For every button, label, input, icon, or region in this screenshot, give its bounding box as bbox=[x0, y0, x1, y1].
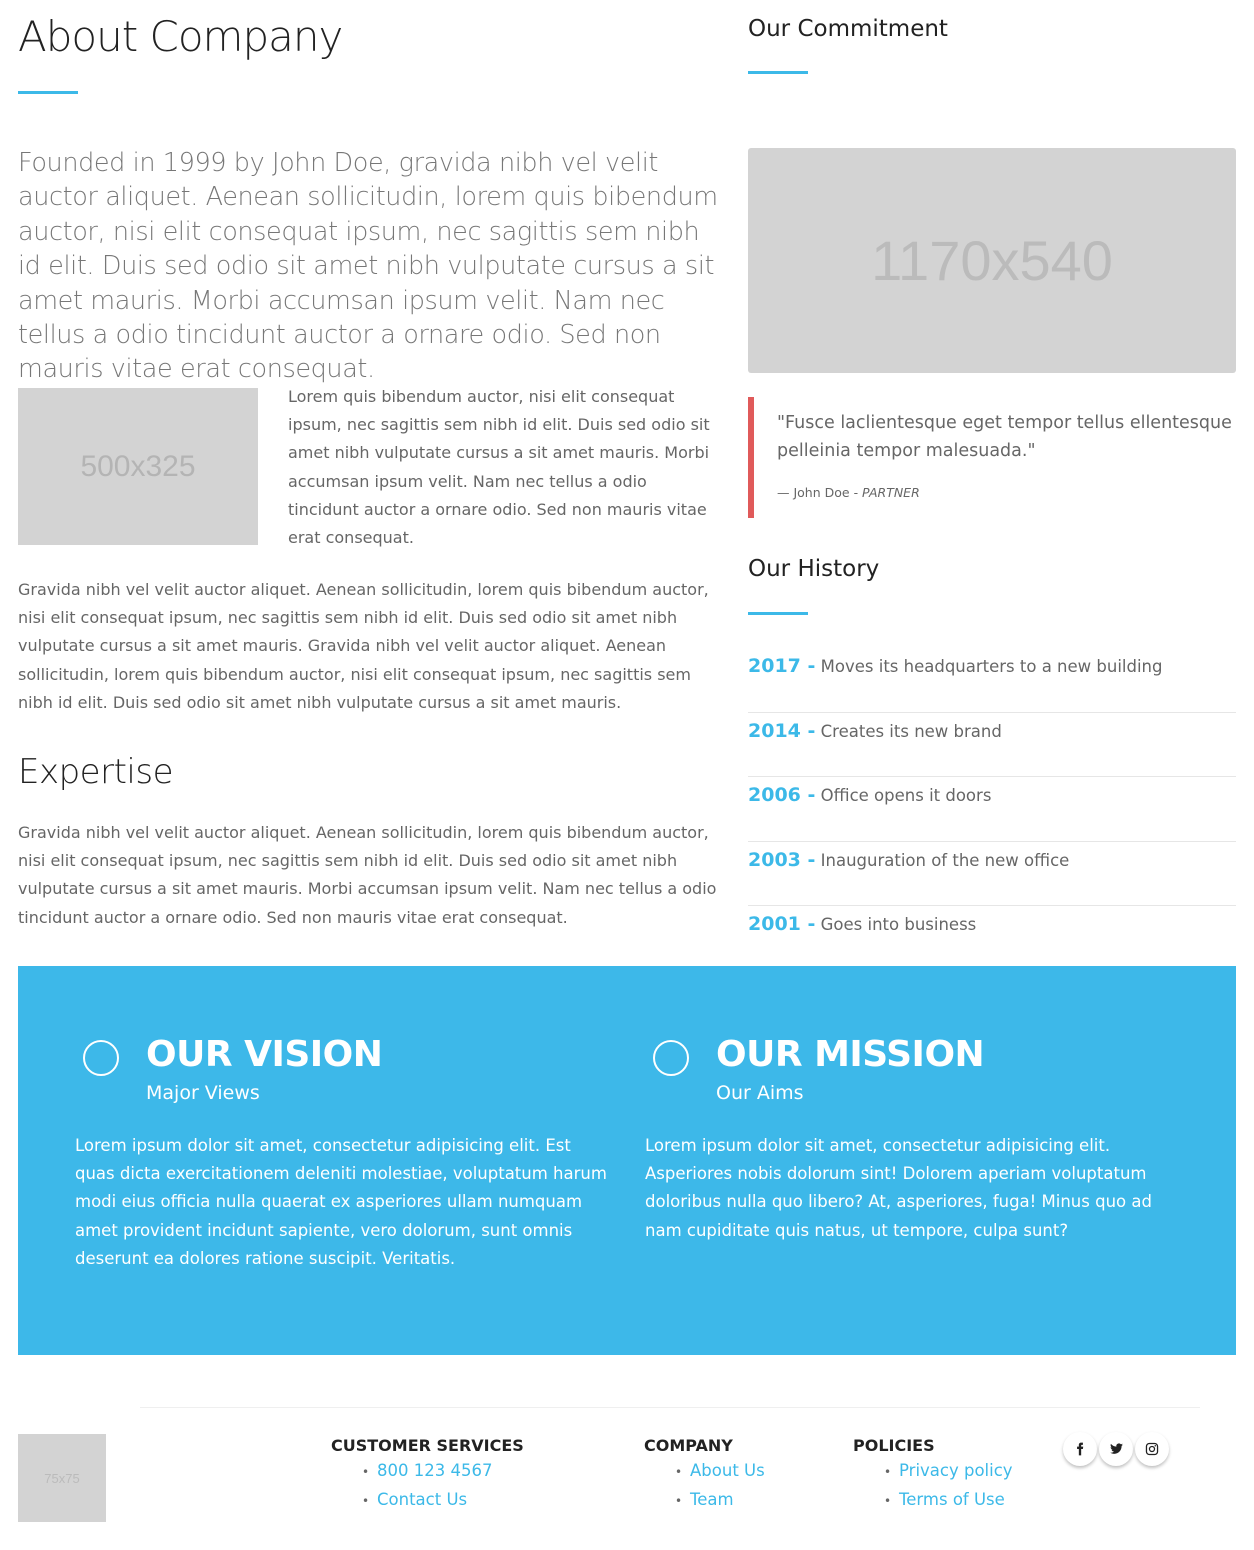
terms-of-use-link[interactable]: Terms of Use bbox=[899, 1489, 1005, 1509]
about-us-link[interactable]: About Us bbox=[690, 1461, 765, 1480]
history-year: 2003 - bbox=[748, 848, 816, 871]
bullet-icon: • bbox=[884, 1493, 892, 1508]
history-item bbox=[748, 777, 1236, 842]
footer-list-item bbox=[362, 1461, 492, 1490]
lead-paragraph: Founded in 1999 by John Doe, gravida nibh vel velit auctor aliquet. Aenean sollicitudin, lorem quis bibendum auctor, nisi elit consequat ipsum, nec sagittis sem nibh id elit. Duis sed odio sit amet nibh vulputate cursus a sit amet mauris. Morbi accumsan ipsum velit. Nam nec tellus a odio tincidunt auctor a ornare odio. Sed non mauris vitae erat consequat. bbox=[18, 148, 718, 385]
vision-text: Lorem ipsum dolor sit amet, consectetur adipisicing elit. Est quas dicta exercitationem deleniti molestiae, voluptatum harum modi eius officia nulla quaerat ex asperiores ullam numquam amet provident incidunt sapiente, vero dolorum, sunt omnis deserunt ea dolores ratione suscipit. Veritatis. bbox=[75, 1136, 607, 1268]
mission-circle-icon bbox=[653, 1040, 689, 1076]
footer-divider bbox=[140, 1407, 1200, 1408]
history-item bbox=[748, 842, 1236, 907]
footer-heading-policies: POLICIES bbox=[853, 1436, 935, 1455]
vision-title: OUR VISION bbox=[146, 1034, 383, 1075]
footer-list-item bbox=[675, 1490, 765, 1519]
image-size-label: 500x325 bbox=[80, 449, 196, 483]
commitment-underline bbox=[748, 71, 808, 74]
vision-circle-icon bbox=[83, 1040, 119, 1076]
history-underline bbox=[748, 612, 808, 615]
image-side-text: Lorem quis bibendum auctor, nisi elit consequat ipsum, nec sagittis sem nibh id elit. Duis sed odio sit amet nibh vulputate cursus a sit amet mauris. Morbi accumsan ipsum velit. Nam nec tellus a odio tincidunt auctor a ornare odio. Sed non mauris vitae erat consequat. bbox=[288, 387, 710, 548]
mission-title: OUR MISSION bbox=[716, 1034, 985, 1075]
history-text: Moves its headquarters to a new building bbox=[820, 657, 1163, 676]
team-link[interactable]: Team bbox=[690, 1489, 734, 1509]
privacy-policy-link[interactable]: Privacy policy bbox=[899, 1461, 1013, 1480]
history-title: Our History bbox=[748, 556, 880, 582]
expertise-title: Expertise bbox=[18, 752, 173, 792]
commitment-title: Our Commitment bbox=[748, 16, 948, 42]
company-links bbox=[675, 1461, 765, 1518]
history-item bbox=[748, 906, 1236, 971]
footer-list-item bbox=[675, 1461, 765, 1490]
history-text: Inauguration of the new office bbox=[820, 850, 1070, 870]
history-item bbox=[748, 648, 1236, 713]
footer-heading-customer-services: CUSTOMER SERVICES bbox=[331, 1436, 524, 1455]
history-year: 2006 - bbox=[748, 784, 816, 806]
history-year: 2017 - bbox=[748, 655, 816, 677]
title-underline bbox=[18, 91, 78, 94]
mission-subtitle: Our Aims bbox=[716, 1082, 804, 1104]
bullet-icon: • bbox=[675, 1493, 683, 1508]
history-year: 2014 - bbox=[748, 719, 816, 742]
facebook-icon[interactable] bbox=[1063, 1432, 1097, 1466]
customer-services-links bbox=[362, 1461, 492, 1518]
quote-text: "Fusce laclientesque eget tempor tellus ellentesque pelleinia tempor malesuada." bbox=[777, 413, 1232, 461]
quote-role: PARTNER bbox=[862, 485, 920, 500]
logo-size-label: 75x75 bbox=[44, 1470, 80, 1486]
footer-list-item bbox=[884, 1490, 1013, 1519]
bullet-icon: • bbox=[675, 1465, 683, 1479]
vision-subtitle: Major Views bbox=[146, 1082, 260, 1104]
vision-mission-band bbox=[18, 966, 1236, 1355]
about-image-placeholder bbox=[18, 388, 258, 545]
mission-text: Lorem ipsum dolor sit amet, consectetur adipisicing elit. Asperiores nobis dolorum sint! Dolorem aperiam voluptatum doloribus nulla quo libero? At, asperiores, fuga! Minus quo ad nam cupiditate quis natus, ut tempore, culpa sunt? bbox=[645, 1136, 1152, 1240]
quote-author: — John Doe - bbox=[777, 485, 863, 500]
image-size-label: 1170x540 bbox=[871, 229, 1113, 292]
quote-citation bbox=[777, 485, 1236, 500]
instagram-icon[interactable] bbox=[1135, 1432, 1169, 1466]
footer-list-item bbox=[884, 1461, 1013, 1490]
commitment-image-placeholder bbox=[748, 148, 1236, 373]
footer-logo[interactable] bbox=[18, 1434, 106, 1522]
phone-link[interactable]: 800 123 4567 bbox=[377, 1461, 493, 1480]
history-item bbox=[748, 713, 1236, 778]
history-list bbox=[748, 648, 1236, 971]
footer-heading-company: COMPANY bbox=[644, 1436, 733, 1455]
contact-us-link[interactable]: Contact Us bbox=[377, 1489, 468, 1509]
history-year: 2001 - bbox=[748, 913, 816, 935]
history-text: Creates its new brand bbox=[820, 721, 1002, 741]
history-text: Office opens it doors bbox=[820, 786, 992, 805]
page-title: About Company bbox=[18, 12, 343, 61]
expertise-paragraph: Gravida nibh vel velit auctor aliquet. Aenean sollicitudin, lorem quis bibendum auctor, nisi elit consequat ipsum, nec sagittis sem nibh id elit. Duis sed odio sit amet nibh vulputate cursus a sit amet mauris. Morbi accumsan ipsum velit. Nam nec tellus a odio tincidunt auctor a ornare odio. Sed non mauris vitae erat consequat. bbox=[18, 823, 717, 927]
bullet-icon: • bbox=[362, 1465, 370, 1479]
testimonial-quote bbox=[748, 397, 1236, 518]
bullet-icon: • bbox=[362, 1493, 370, 1508]
history-text: Goes into business bbox=[820, 915, 977, 934]
bullet-icon: • bbox=[884, 1465, 892, 1479]
policies-links bbox=[884, 1461, 1013, 1518]
footer-list-item bbox=[362, 1490, 492, 1519]
twitter-icon[interactable] bbox=[1099, 1432, 1133, 1466]
about-paragraph: Gravida nibh vel velit auctor aliquet. Aenean sollicitudin, lorem quis bibendum auctor, nisi elit consequat ipsum, nec sagittis sem nibh id elit. Duis sed odio sit amet nibh vulputate cursus a sit amet mauris. Gravida nibh vel velit auctor aliquet. Aenean sollicitudin, lorem quis bibendum auctor, nisi elit consequat ipsum, nec sagittis sem nibh id elit. Duis sed odio sit amet nibh vulputate cursus a sit amet mauris. bbox=[18, 580, 709, 712]
